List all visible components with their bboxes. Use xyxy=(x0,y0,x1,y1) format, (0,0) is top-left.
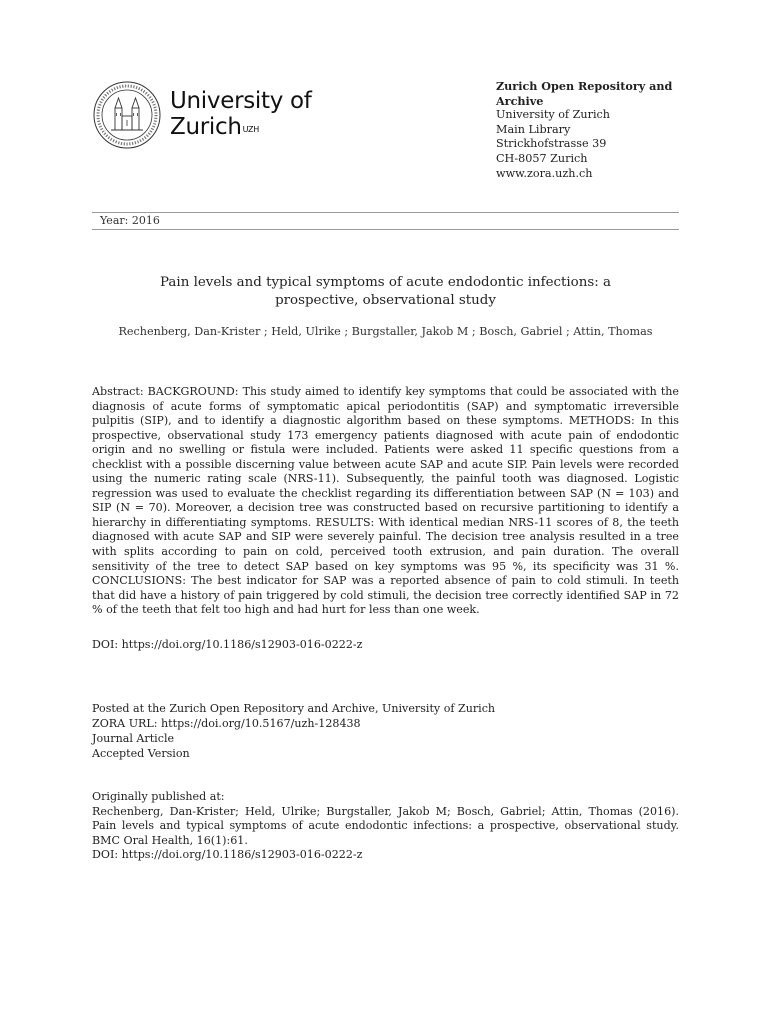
repository-line5: Strickhofstrasse 39 xyxy=(496,137,607,151)
university-name xyxy=(170,88,312,140)
repository-name-line2: Archive xyxy=(496,93,544,108)
posted-line1: Posted at the Zurich Open Repository and Archive, University of Zurich xyxy=(92,702,496,715)
repository-line4: Main Library xyxy=(496,122,571,136)
year-bar xyxy=(92,212,679,230)
paper-title xyxy=(92,274,679,310)
university-name-line2: Zurich$^{UZH}$ xyxy=(170,114,259,140)
original-citation: Rechenberg, Dan-Krister; Held, Ulrike; Burgstaller, Jakob M; Bosch, Gabriel; Attin, Thomas (2016). Pain levels and typical symptoms of acute endodontic infections: a prospective, observational study. BMC Oral Health, 16(1):61. xyxy=(92,804,679,847)
doi-link[interactable]: DOI: https://doi.org/10.1186/s12903-016-0222-z xyxy=(92,638,363,651)
title-line1: Pain levels and typical symptoms of acute endodontic infections: a xyxy=(160,275,611,290)
title-line2: prospective, observational study xyxy=(275,293,496,308)
abstract: Abstract: BACKGROUND: This study aimed to identify key symptoms that could be associated with the diagnosis of acute forms of symptomatic apical periodontitis (SAP) and symptomatic irreversible pulpitis (SIP), and to identify a diagnostic algorithm based on these symptoms. METHODS: In this prospective, observational study 173 emergency patients diagnosed with acute pain of endodontic origin and no swelling or fistula were included. Patients were asked 11 specific questions from a checklist with a possible discerning value between acute SAP and acute SIP. Pain levels were recorded using the numeric rating scale (NRS-11). Subsequently, the painful tooth was diagnosed. Logistic regression was used to evaluate the checklist regarding its differentiation between SAP (N = 103) and SIP (N = 70). Moreover, a decision tree was constructed based on recursive partitioning to identify a hierarchy in differentiating symptoms. RESULTS: With identical median NRS-11 scores of 8, the teeth diagnosed with acute SAP and SIP were severely painful. The decision tree analysis resulted in a tree with splits according to pain on cold, perceived tooth extrusion, and pain duration. The overall sensitivity of the tree to detect SAP based on key symptoms was 95 %, its specificity was 31 %. CONCLUSIONS: The best indicator for SAP was a reported absence of pain to cold stimuli. In teeth that did have a history of pain triggered by cold stimuli, the decision tree correctly identified SAP in 72 % of the teeth that felt too high and had hurt for less than one week. xyxy=(92,385,679,617)
posted-info xyxy=(92,701,495,761)
repository-line6: CH-8057 Zurich xyxy=(496,151,588,165)
repository-line3: University of Zurich xyxy=(496,108,610,122)
authors: Rechenberg, Dan-Krister ; Held, Ulrike ; Burgstaller, Jakob M ; Bosch, Gabriel ; Attin, Thomas xyxy=(118,325,653,338)
uzh-superscript: UZH xyxy=(242,125,259,134)
repository-website[interactable]: www.zora.uzh.ch xyxy=(496,166,593,180)
posted-version: Accepted Version xyxy=(92,747,190,760)
original-heading: Originally published at: xyxy=(92,790,225,803)
zora-url[interactable]: ZORA URL: https://doi.org/10.5167/uzh-128438 xyxy=(92,717,361,730)
university-seal-icon xyxy=(92,80,162,150)
original-doi[interactable]: DOI: https://doi.org/10.1186/s12903-016-0222-z xyxy=(92,848,363,862)
year-label: Year: 2016 xyxy=(100,214,160,227)
university-name-line1: University of xyxy=(170,88,312,114)
repository-name-line1: Zurich Open Repository and xyxy=(496,79,673,93)
posted-type: Journal Article xyxy=(92,732,175,745)
original-publication xyxy=(92,790,679,863)
repository-address xyxy=(496,79,706,181)
university-logo xyxy=(92,80,332,160)
